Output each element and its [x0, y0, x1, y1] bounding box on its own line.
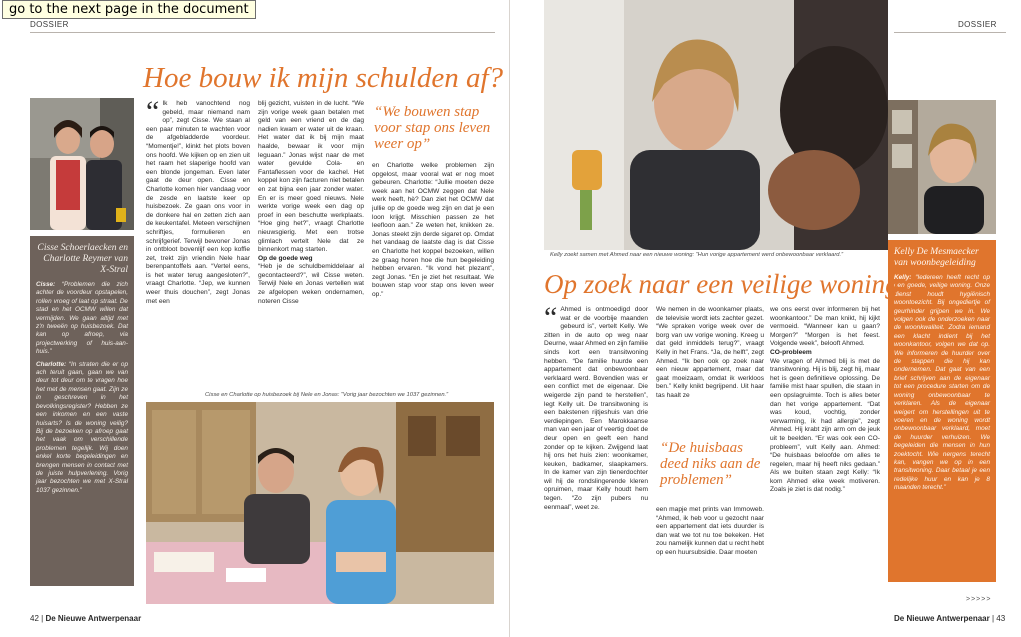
photo-caption: Cisse en Charlotte op huisbezoek bij Nele en Jonas: “Vorig jaar bezochten we 1037 gezinnen.”	[205, 392, 449, 398]
dropcap: “	[146, 100, 160, 128]
next-page-arrows-icon[interactable]: >>>>>	[966, 596, 992, 603]
pull-quote: “We bouwen stap voor stap ons leven weer op”	[374, 104, 491, 152]
column-right-3b-text: We vragen of Ahmed blij is met de transitwoning. Hij is blij, zegt hij, maar het is geen definitieve oplossing. De familie mist haar spullen, die staan in een opslagruimte. Toch is alles beter dan het vorige appartement. “Dat was koud, vochtig, zonder verwarming, ik had allergie”, zegt Ahmed. Hij krabt zijn arm om de jeuk uit te beelden. “Er was ook een CO-probleem”, vult Kelly aan. Ahmed: “De huisbaas beloofde om alles te regelen, maar hij heeft niks gedaan.” Als we buiten staan zegt Kelly: “Ik kom Ahmed elke week motiveren. Zoals je ziet is dat nodig.”	[770, 357, 880, 494]
next-page-tooltip: go to the next page in the document	[2, 0, 256, 19]
panel-text-kelly: “Iedereen heeft recht op een goede, veilige woning. Onze dienst houdt hygiënisch woontoezicht. Bij ongediertje of geurhinder grijpen we in. We volgen ook de onderzoeken naar de woonkwaliteit. Zodra iemand een klacht indient bij het woonkantoor, volgen we dat op. We informeren de huurder over de stappen die hij kan ondernemen. Dat gaat van een brief schrijven aan de eigenaar tot een procedure starten om de woning onbewoonbaar te verklaren. Als de eigenaar weigert om herstellingen uit te voeren en de woning wordt onbewoonbaar verklaard, moet de huurder verhuizen. We begeleiden die mensen in hun zoektocht. Wie nergens terecht kan, vangen we op in een transitwoning. Daar betaal je een redelijke huur en kan je 8 maanden terecht.”	[894, 274, 991, 492]
page-number-left: 42	[30, 614, 39, 623]
footer-right: De Nieuwe Antwerpenaar | 43	[894, 614, 1006, 623]
woonbegeleiding-info-panel	[888, 240, 996, 582]
magazine-name-left: De Nieuwe Antwerpenaar	[45, 614, 142, 623]
panel-quote-charlotte	[30, 359, 134, 498]
article-column-1	[146, 100, 250, 388]
panel-label-cisse: Cisse:	[36, 281, 56, 288]
article-column-2	[258, 100, 364, 392]
section-label: DOSSIER	[30, 20, 69, 29]
panel-name-right: Kelly De Mesmaecker van woonbegeleiding	[894, 246, 979, 268]
panel-name: Cisse Schoerlaecken en Charlotte Reymer van X-Stral	[37, 242, 128, 275]
article-column-right-3	[770, 306, 880, 588]
kelly-ahmed-photo	[544, 0, 888, 250]
column-right-2b-text: een mapje met prints van Immoweb. “Ahmed, ik heb voor u gezocht naar een appartement dat iets duurder is dan wat we tot nu toe bekeken. Het zou namelijk kunnen dat u recht hebt op een huursubsidie. Daar moeten	[656, 506, 764, 556]
header-rule-right	[894, 32, 1006, 33]
header-rule	[30, 32, 495, 33]
dropcap-right: “	[544, 306, 558, 334]
column-2-text: blij gezicht, vuisten in de lucht. “We zijn vorige week gaan betalen met geld van een vriend en de dag nadien kwam er water uit de kraan. Het water dat ik bij mijn maat haalde, bewaar ik voor mijn leguaan.” Jonas wijst naar de met water gevulde Cola- en Fantaflessen voor de kachel. Het koppel kon zijn facturen niet betalen en zat bijna een jaar zonder water. En er is meer goed nieuws. Nele werkte vorige week een dag op proef in een beschutte werkplaats. “Hoe ging het?”, vraagt Charlotte nieuwsgierig. Met een trotse glimlach vertelt Nele dat ze binnenkort mag starten.	[258, 100, 364, 254]
article-title: Hoe bouw ik mijn schulden af?	[143, 62, 504, 94]
left-page	[0, 0, 510, 637]
panel-quote-cisse	[30, 279, 134, 359]
section-label-right: DOSSIER	[958, 20, 997, 29]
article-column-right-2b	[656, 506, 764, 588]
article-column-right-1	[544, 306, 648, 588]
column-2b-text: “Heb je de schuldbemiddelaar al gecontacteerd?”, wil Cisse weten. Terwijl Nele en Jonas vertellen wat ze afgelopen weken ondernamen, noteren Cisse	[258, 263, 364, 305]
pull-quote-right: “De huisbaas deed niks aan de problemen”	[660, 440, 761, 488]
column-3-text: en Charlotte welke problemen zijn opgelost, maar vooral wat er nog moet gebeuren. Charlotte: “Jullie moeten deze week aan het OCMW zeggen dat Nele werk heeft, hè? Dan ziet het OCMW dat jullie op de goede weg zijn en dat je een loon krijgt. Misschien passen ze het leefloon aan.” Ze weten het, knikken ze. Jonas steekt zijn derde sigaret op. Omdat het vandaag de laatste dag is dat Cisse en Charlotte het koppel bezoeken, willen ze graag horen hoe die hun begeleiding hebben ervaren. “Ik vond het plezant”, zegt Jonas. “En je ziet het resultaat. We bouwen stap voor stap ons leven weer op.”	[372, 162, 494, 298]
magazine-name-right: De Nieuwe Antwerpenaar	[894, 614, 990, 623]
panel-text-cisse: “Problemen die zich achter de voordeur opstapelen, rollen vroeg of laat op straat. De stad en het OCMW willen dat vermijden. We gaan altijd met z'n tweeën op huisbezoek. Dat kan op afroep, via projectwerking of huis-aan-huis.”	[36, 281, 128, 356]
portrait-photo-kelly	[888, 100, 996, 234]
column-right-1-text: Ahmed is ontmoedigd door wat er de voorbije maanden gebeurd is”, vertelt Kelly. We zitten in de auto op weg naar Deurne, waar Ahmed en zijn familie sinds kort een transitwoning hebben. “De familie huurde een appartement dat onbewoonbaar verklaard werd. Bovendien was er een conflict met de eigenaar. Die weigerde zijn pand te herstellen”, legt Kelly uit. De transitwoning is een bakstenen rijtjeshuis van drie verdiepingen. Een Marokkaanse man van een jaar of veertig doet de deur open en geeft een hand zonder op te kijken. Zwijgend laat hij ons het huis zien: woonkamer, keuken, badkamer, slaapkamers. In de kamer van zijn tienerdochter wil hij de rondslingerende kleren opruimen, maar Kelly houdt hem tegen. “Zo zijn pubers nu eenmaal”, weet ze.	[544, 306, 648, 511]
column-right-2-text: We nemen in de woonkamer plaats, de televisie wordt iets zachter gezet. “We spraken vorige week over de borg van uw vorige woning. Kreeg u dat geld inmiddels terug?”, vraagt Kelly in het Frans. “Ja, de helft”, zegt Ahmed. “Ik ben ook op zoek naar een nieuw appartement, maar dat gaat moeizaam, omdat ik werkloos ben.” Kelly knikt begrijpend. Uit haar tas haalt ze	[656, 306, 764, 399]
panel-label-charlotte: Charlotte:	[36, 360, 67, 368]
article-title-right: Op zoek naar een veilige woning	[544, 269, 899, 299]
x-stral-info-panel	[30, 236, 134, 586]
column-1-text: Ik heb vanochtend nog gebeld, maar niemand nam op”, zegt Cisse. We staan al een paar minuten te wachten voor de afgebladderde voordeur. “Momentje!”, klinkt het plots boven ons hoofd. We kijken op en zien uit het raam het slaperige hoofd van een blonde jongeman. Even later gaat de deur open. Cisse en Charlotte komen hier vandaag voor de zesde en laatste keer op huisbezoek. Ze gaan ons voor in de donkere hal en zetten zich aan de keukentafel. Meteen verschijnen schriftjes, formulieren en schrijfgerief. Terwijl bewoner Jonas in ontbloot bovenlijf een kop koffie zet, trekt zijn vriendin Nele haar berenpantoffels aan. “Vertel eens, is het water terug aangesloten?”, vraagt Charlotte. “Jep, we kunnen weer thuis douchen”, zegt Jonas met een	[146, 100, 250, 305]
column-right-3-text: we ons eerst over informeren bij het woonkantoor.” De man knikt, hij kijkt vermoeid. “Wanneer kan u gaan? Morgen?” “Morgen is het feest. Volgende week”, belooft Ahmed.	[770, 306, 880, 348]
portrait-photo-cisse-charlotte	[30, 98, 134, 230]
subhead-co-probleem: CO-probleem	[770, 348, 812, 356]
footer-left: 42 | De Nieuwe Antwerpenaar	[30, 614, 142, 623]
page-number-right: 43	[996, 614, 1006, 623]
article-column-right-2	[656, 306, 764, 424]
panel-quote-kelly	[888, 272, 996, 495]
photo-caption-right: Kelly zoekt samen met Ahmed naar een nieuwe woning: “Hun vorige appartement werd onbewoonbaar verklaard.”	[550, 252, 844, 258]
panel-text-charlotte: “In straten die er op ach teruit gaan, gaan we van deur tot deur om te vragen hoe het met de mensen gaat. Zijn ze in geschreven in het bevolkingsregister? Hebben ze een inkomen en een vaste huisarts? Is de woning veilig? Bij de bezoeken op afroep gaat het vaak om verschillende problemen tegelijk. Wij doen enkel korte begeleidingen en brengen mensen in contact met de juiste hulpverlening. Vorig jaar bezochten we met X-Stral 1037 gezinnen.”	[36, 360, 128, 494]
article-column-3	[372, 162, 494, 384]
panel-label-kelly: Kelly:	[894, 274, 912, 281]
subhead-goede-weg: Op de goede weg	[258, 254, 313, 262]
right-page	[510, 0, 1021, 637]
home-visit-photo	[146, 402, 494, 604]
